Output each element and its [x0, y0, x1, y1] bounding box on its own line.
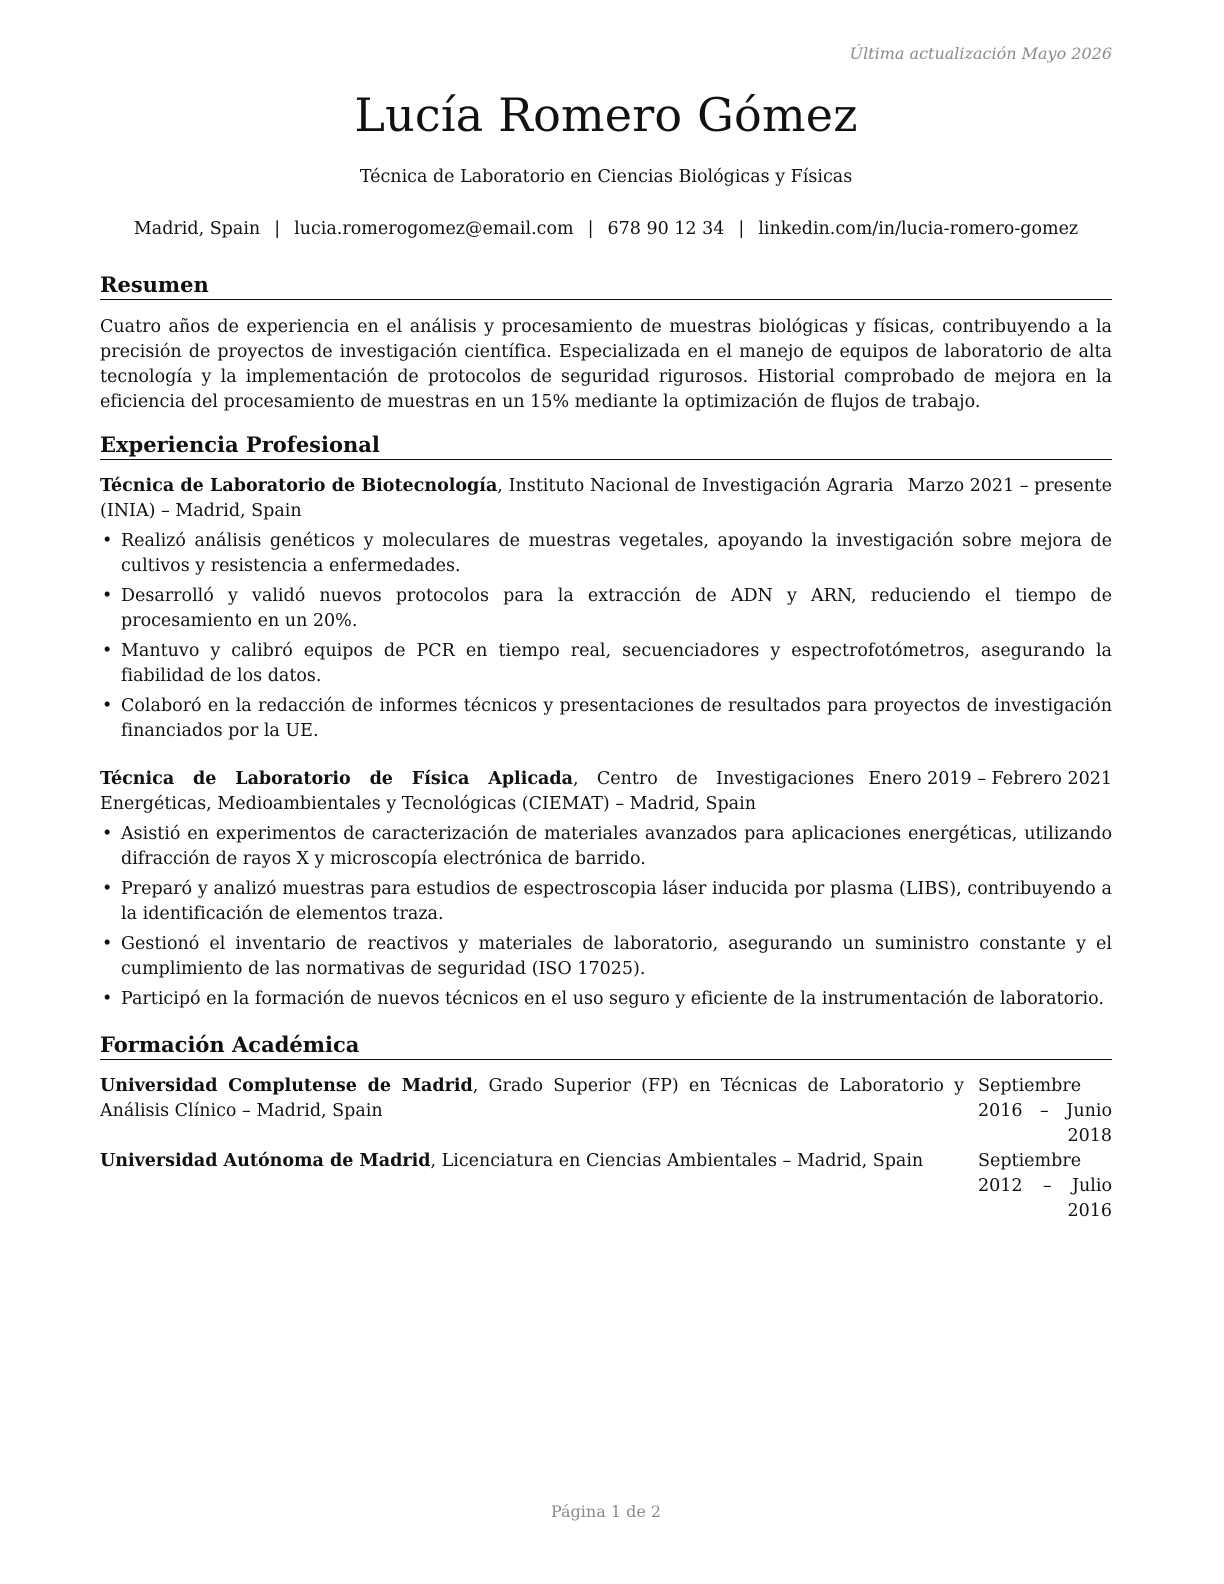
- contact-separator: |: [274, 219, 281, 239]
- list-item: • Asistió en experimentos de caracterización de materiales avanzados para aplicaciones energéticas, utilizando difracción de rayos X y microscopía electrónica de barrido.: [102, 824, 1112, 869]
- list-item: • Mantuvo y calibró equipos de PCR en tiempo real, secuenciadores y espectrofotómetros, asegurando la fiabilidad de los datos.: [102, 641, 1112, 686]
- job-role: Técnica de Laboratorio de Biotecnología: [100, 476, 498, 496]
- list-item: • Realizó análisis genéticos y moleculares de muestras vegetales, apoyando la investigación sobre mejora de cultivos y resistencia a enfermedades.: [102, 531, 1112, 576]
- list-item: • Gestionó el inventario de reactivos y materiales de laboratorio, asegurando un suministro constante y el cumplimiento de las normativas de seguridad (ISO 17025).: [102, 934, 1112, 979]
- education-detail: , Licenciatura en Ciencias Ambientales – Madrid, Spain: [430, 1151, 924, 1171]
- education-item: [100, 1149, 1112, 1224]
- bullet-icon: •: [102, 824, 113, 844]
- list-item: • Desarrolló y validó nuevos protocolos para la extracción de ADN y ARN, reduciendo el tiempo de procesamiento en un 20%.: [102, 586, 1112, 631]
- candidate-name: Lucía Romero Gómez: [354, 88, 858, 142]
- education-institution: Universidad Autónoma de Madrid: [100, 1151, 431, 1171]
- job-header: [100, 474, 1112, 524]
- list-item: • Preparó y analizó muestras para estudios de espectroscopia láser inducida por plasma (LIBS), contribuyendo a la identificación de elementos traza.: [102, 879, 1112, 924]
- last-updated-note: Última actualización Mayo 2026: [849, 44, 1112, 63]
- contact-phone: 678 90 12 34: [607, 219, 725, 239]
- contact-location: Madrid, Spain: [133, 219, 261, 239]
- candidate-title: Técnica de Laboratorio en Ciencias Biológicas y Físicas: [359, 167, 853, 187]
- job-dates: Marzo 2021 – presente: [907, 476, 1112, 496]
- bullet-icon: •: [102, 531, 113, 551]
- job-organization: , Instituto Nacional de Investigación Agraria (INIA) – Madrid, Spain: [100, 476, 894, 521]
- list-item: • Colaboró en la redacción de informes técnicos y presentaciones de resultados para proyectos de investigación financiados por la UE.: [102, 696, 1112, 741]
- job-bullets: [100, 529, 1112, 749]
- education-line: [100, 1074, 978, 1149]
- bullet-icon: •: [102, 879, 113, 899]
- education-institution: Universidad Complutense de Madrid: [100, 1076, 473, 1096]
- summary-text: Cuatro años de experiencia en el análisis y procesamiento de muestras biológicas y físicas, contribuyendo a la precisión de proyectos de investigación científica. Especializada en el manejo de equipos de laboratorio de alta tecnología y la implementación de protocolos de seguridad rigurosos. Historial comprobado de mejora en la eficiencia del procesamiento de muestras en un 15% mediante la optimización de flujos de trabajo.: [100, 317, 1112, 412]
- bullet-icon: •: [102, 989, 113, 1009]
- section-heading-education: Formación Académica: [100, 1032, 1112, 1060]
- resume-page: [100, 0, 1112, 1584]
- job-organization: , Centro de Investigaciones Energéticas, Medioambientales y Tecnológicas (CIEMAT) – Madrid, Spain: [100, 769, 855, 814]
- bullet-icon: •: [102, 934, 113, 954]
- contact-separator: |: [587, 219, 594, 239]
- job-dates: Enero 2019 – Febrero 2021: [868, 769, 1112, 789]
- job-title-line: [100, 474, 908, 524]
- bullet-icon: •: [102, 641, 113, 661]
- contact-linkedin[interactable]: linkedin.com/in/lucia-romero-gomez: [758, 219, 1079, 239]
- education-dates: Septiembre 2012 – Julio 2016: [978, 1151, 1112, 1221]
- job-title-line: [100, 767, 868, 817]
- page-number: Página 1 de 2: [550, 1502, 662, 1521]
- section-heading-experience: Experiencia Profesional: [100, 432, 1112, 460]
- bullet-icon: •: [102, 586, 113, 606]
- bullet-icon: •: [102, 696, 113, 716]
- job-header: [100, 767, 1112, 817]
- list-item: • Participó en la formación de nuevos técnicos en el uso seguro y eficiente de la instrumentación de laboratorio.: [100, 987, 1112, 1012]
- job-role: Técnica de Laboratorio de Física Aplicada: [100, 769, 573, 789]
- section-heading-summary: Resumen: [100, 272, 1112, 300]
- education-line: [100, 1149, 978, 1224]
- contact-separator: |: [738, 219, 745, 239]
- job-bullets: [100, 822, 1112, 1017]
- education-dates: Septiembre 2016 – Junio 2018: [978, 1076, 1112, 1146]
- education-detail: , Grado Superior (FP) en Técnicas de Laboratorio y Análisis Clínico – Madrid, Spain: [100, 1076, 964, 1121]
- contact-line: [100, 219, 1112, 239]
- education-item: [100, 1074, 1112, 1149]
- contact-email[interactable]: lucia.romerogomez@email.com: [294, 219, 574, 239]
